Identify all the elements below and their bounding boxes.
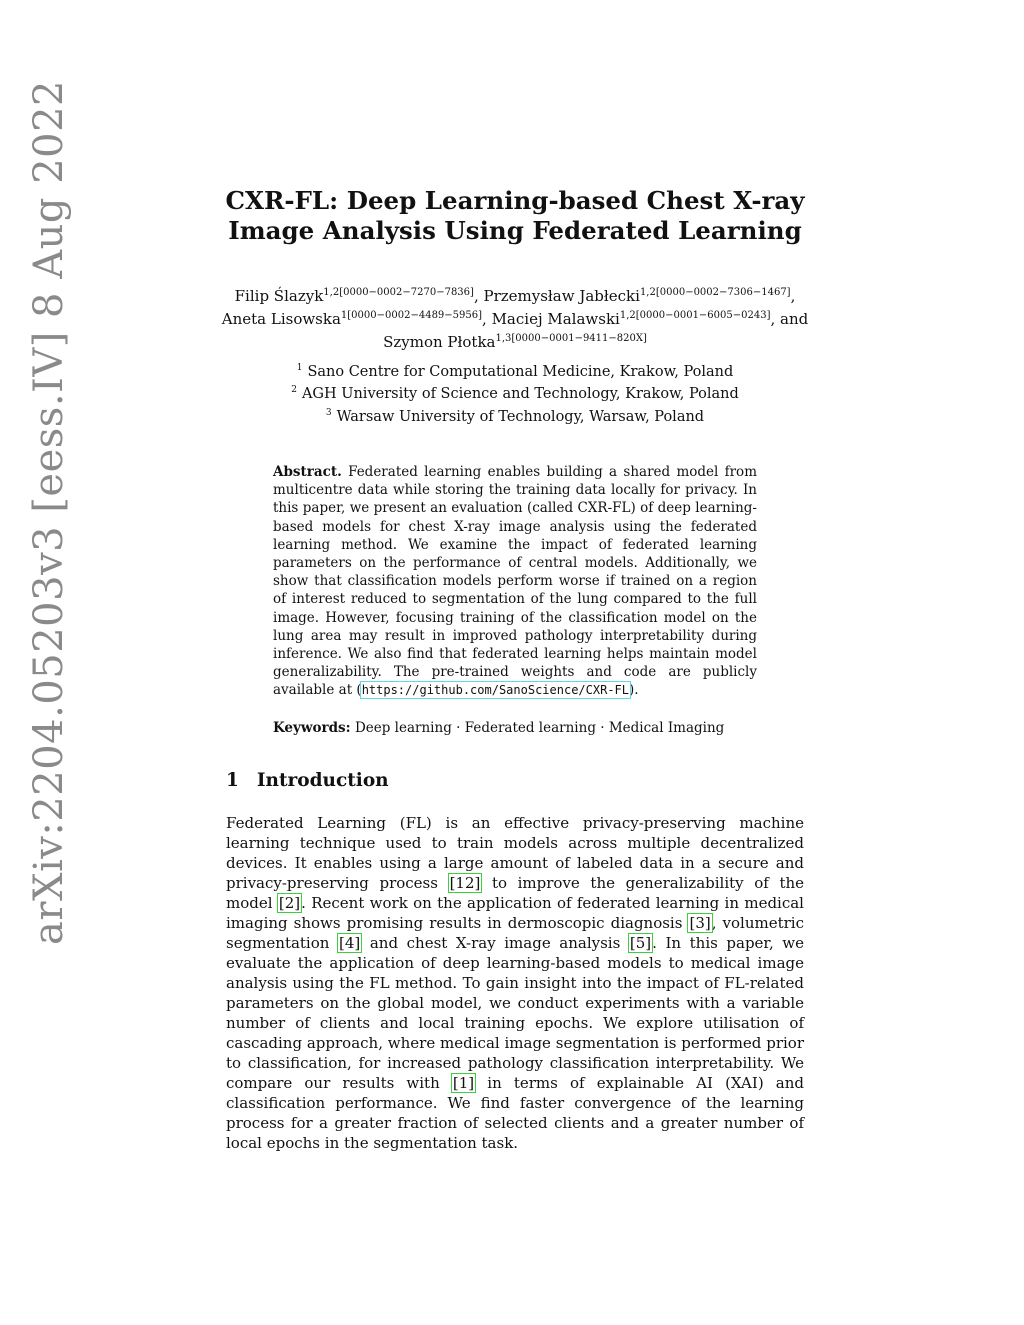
author-orcid: 1,2[0000−0002−7270−7836] [323, 287, 474, 298]
keywords-label: Keywords: [273, 720, 351, 736]
keywords [273, 719, 773, 737]
affiliation-3: $^3$ Warsaw University of Technology, Warsaw, Poland [325, 407, 705, 425]
author-name: Szymon Płotka [383, 333, 496, 351]
section-number: 1 [226, 770, 239, 791]
abstract-text: Federated learning enables building a shared model from multicentre data while storing the training data locally for privacy. In this paper, we present an evaluation (called CXR-FL) of deep learning-based models for chest X-ray image analysis using the federated learning method. We examine the impact of federated learning parameters on the performance of central models. Additionally, we show that classification models perform worse if trained on a region of interest reduced to segmentation of the lung compared to the full image. However, focusing training of the classification model on the lung area may result in improved pathology interpretability during inference. We also find that federated learning helps maintain model generalizability. The pre-trained weights and code are publicly available at ( [273, 464, 757, 699]
keywords-text: Deep learning · Federated learning · Medical Imaging [354, 720, 725, 736]
author-orcid: 1,2[0000−0002−7306−1467] [639, 287, 791, 298]
citation-link[interactable]: [5] [629, 934, 652, 952]
citation-link[interactable]: [1] [452, 1074, 475, 1092]
author-list: Filip Ślazyk$^{1,2[0000-0002-7270-7836]}$, Przemysław Jabłecki$^{1,2[0000-0002-7306-1467]}$, Aneta Lisowska$^{1[0000-0002-4489-5956]}$, Maciej Malawski$^{1,2[0000-0001-6005-0243]}$, and Szymon Płotka$^{1,3[0000-0001-9411-820X]}$ [221, 287, 809, 351]
citation-link[interactable]: [4] [339, 934, 361, 952]
author-orcid: 1,2[0000−0001−6005−0243] [619, 310, 771, 321]
author-orcid: 1,3[0000−0001−9411−820X] [495, 333, 647, 344]
author-orcid: 1[0000−0002−4489−5956] [340, 310, 483, 321]
title-line-1: CXR-FL: Deep Learning-based Chest X-ray [225, 186, 805, 215]
author-name: Filip Ślazyk [234, 287, 324, 305]
abstract: Abstract. Federated learning enables building a shared model from multicentre data while storing the training data locally for privacy. In this paper, we present an evaluation (called CXR-FL) of deep learning-based models for chest X-ray image analysis using the federated learning method. We examine the impact of federated learning parameters on the performance of central models. Additionally, we show that classification models perform worse if trained on a region of interest reduced to segmentation of the lung compared to the full image. However, focusing training of the classification model on the lung area may result in improved pathology interpretability during inference. We also find that federated learning helps maintain model generalizability. The pre-trained weights and code are publicly available at (https://github.com/SanoScience/CXR-FL). [273, 464, 757, 699]
abstract-label: Abstract. [273, 464, 342, 480]
title-line-2: Image Analysis Using Federated Learning [228, 216, 802, 245]
author-name: Aneta Lisowska [221, 310, 341, 328]
author-name: Maciej Malawski [491, 310, 620, 328]
author-name: Przemysław Jabłecki [483, 287, 640, 305]
citation-link[interactable]: [3] [689, 914, 711, 932]
section-heading-introduction [226, 770, 389, 791]
paper-title [200, 186, 830, 246]
citation-link[interactable]: [2] [278, 894, 301, 912]
affiliations [220, 359, 810, 426]
arxiv-identifier-stamp: arXiv:2204.05203v3 [eess.IV] 8 Aug 2022 [26, 80, 72, 945]
introduction-paragraph: Federated Learning (FL) is an effective privacy-preserving machine learning technique used to train models across multiple decentralized devices. It enables using a large amount of labeled data in a secure and privacy-preserving process [12] to improve the generalizability of the model [2]. Recent work on the application of federated learning in medical imaging shows promising results in dermoscopic diagnosis [3], volumetric segmentation [4] and chest X-ray image analysis [5]. In this paper, we evaluate the application of deep learning-based models to medical image analysis using the FL method. To gain insight into the impact of FL-related parameters on the global model, we conduct experiments with a variable number of clients and local training epochs. We explore utilisation of cascading approach, where medical image segmentation is performed prior to classification, for increased pathology classification interpretability. We compare our results with [1] in terms of explainable AI (XAI) and classification performance. We find faster convergence of the learning process for a greater fraction of selected clients and a greater number of local epochs in the segmentation task. [226, 814, 805, 1152]
affiliation-2: $^2$ AGH University of Science and Technology, Krakow, Poland [291, 385, 739, 403]
section-title: Introduction [256, 770, 389, 791]
citation-link[interactable]: [12] [449, 874, 481, 892]
code-url-link[interactable]: https://github.com/SanoScience/CXR-FL [361, 683, 629, 698]
affiliation-1: $^1$ Sano Centre for Computational Medicine, Krakow, Poland [296, 363, 734, 380]
